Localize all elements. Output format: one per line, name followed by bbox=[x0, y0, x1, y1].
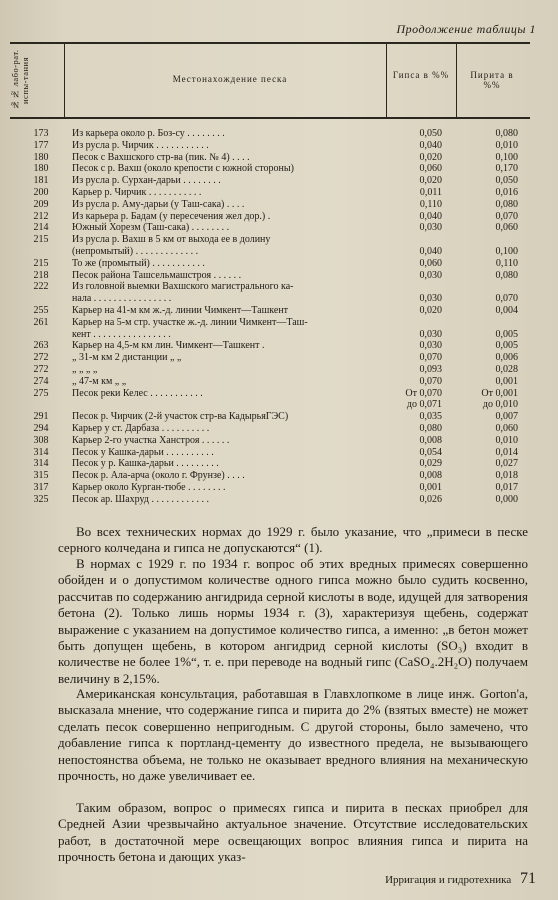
row-gypsum: 0,011 bbox=[419, 187, 442, 198]
row-location: нала . . . . . . . . . . . . . . . . bbox=[72, 293, 172, 305]
table-row bbox=[0, 199, 558, 210]
row-location: „ 47-м км „ „ bbox=[72, 375, 127, 387]
table-row bbox=[0, 447, 558, 458]
row-pyrite: 0,170 bbox=[495, 163, 518, 175]
page-number: 71 bbox=[520, 870, 536, 887]
page-footer bbox=[385, 870, 536, 888]
row-pyrite: 0,007 bbox=[495, 411, 518, 423]
row-location: Из головной выемки Вахшского магистрального ка- bbox=[72, 281, 294, 293]
row-gypsum: 0,030 bbox=[419, 328, 442, 340]
row-location: Песок у р. Кашка-дарьи . . . . . . . . . bbox=[72, 458, 219, 470]
row-number: 214 bbox=[33, 222, 49, 234]
table-row bbox=[0, 163, 558, 174]
row-pyrite: 0,010 bbox=[495, 139, 518, 151]
row-location: Южный Хорезм (Таш-сака) . . . . . . . . bbox=[72, 222, 230, 234]
row-pyrite: 0,027 bbox=[495, 458, 518, 470]
row-number: 272 bbox=[33, 352, 49, 364]
row-number: 200 bbox=[33, 187, 49, 198]
row-pyrite: 0,005 bbox=[495, 340, 518, 352]
paragraph-4: Таким образом, вопрос о примесях гипса и пирита в песках приобрел для Средней Азии чрезвычайно актуальное значение. Отсутствие исследовательских работ, в достаточной мере освещающих вопрос влияния гипса и пирита на прочность бетона и дающих указ- bbox=[58, 800, 528, 865]
table-row bbox=[0, 281, 558, 292]
row-number: 314 bbox=[33, 446, 49, 458]
table-col-divider-2 bbox=[386, 42, 387, 118]
row-gypsum: 0,040 bbox=[419, 246, 442, 257]
row-number: 261 bbox=[33, 316, 49, 328]
row-number: 325 bbox=[33, 493, 49, 505]
paragraph-3: Американская консультация, работавшая в Главхлопкоме в лице инж. Gorton'а, высказала мнение, что содержание гипса и пирита до 2% (взятых вместе) не может сделать песок совершенно непригодным. С другой стороны, было замечено, что добавление гипса к портланд-цементу до известного предела, не вызывающего непостоянства объема, не только не оказывает вредного влияния на механическую прочность, но даже увеличивает ее. bbox=[58, 686, 528, 784]
row-gypsum: 0,001 bbox=[419, 482, 442, 493]
row-gypsum: 0,035 bbox=[419, 411, 442, 423]
table-row bbox=[0, 329, 558, 340]
row-number: 263 bbox=[33, 340, 49, 352]
row-number: 272 bbox=[33, 364, 49, 375]
row-location: Из карьера около р. Боз-су . . . . . . . . bbox=[72, 128, 225, 139]
row-pyrite: 0,006 bbox=[495, 352, 518, 364]
row-location: „ „ „ „ bbox=[72, 364, 98, 375]
row-location: Карьер на 4,5-м км лин. Чимкент—Ташкент . bbox=[72, 340, 265, 352]
paragraph-1: Во всех технических нормах до 1929 г. было указание, что „примеси в песке серного колчедана и гипса не допускаются“ (1). bbox=[58, 524, 528, 556]
row-gypsum: 0,030 bbox=[419, 340, 442, 352]
header-pyrite: Пирита в %% bbox=[470, 70, 514, 90]
table-row bbox=[0, 376, 558, 387]
row-pyrite: 0,070 bbox=[495, 210, 518, 222]
row-gypsum: 0,050 bbox=[419, 128, 442, 139]
row-number: 215 bbox=[33, 257, 49, 269]
row-location: Карьер р. Чирчик . . . . . . . . . . . bbox=[72, 187, 202, 198]
row-number: 291 bbox=[33, 411, 49, 423]
row-pyrite: 0,017 bbox=[495, 482, 518, 493]
row-gypsum: 0,026 bbox=[419, 493, 442, 505]
row-pyrite: 0,100 bbox=[495, 151, 518, 163]
journal-name: Ирригация и гидротехника bbox=[385, 874, 512, 886]
table-row bbox=[0, 246, 558, 257]
row-gypsum: до 0,071 bbox=[406, 399, 442, 411]
row-gypsum: 0,029 bbox=[419, 458, 442, 470]
table-row bbox=[0, 140, 558, 151]
row-location: Песок реки Келес . . . . . . . . . . . bbox=[72, 387, 203, 399]
row-number: 177 bbox=[33, 139, 49, 151]
row-location: Песок района Ташсельмашстроя . . . . . . bbox=[72, 269, 242, 281]
row-number: 181 bbox=[33, 175, 49, 187]
row-gypsum: 0,020 bbox=[419, 151, 442, 163]
row-location: Из русла р. Чирчик . . . . . . . . . . . bbox=[72, 139, 209, 151]
row-pyrite: 0,010 bbox=[495, 434, 518, 446]
row-pyrite: 0,100 bbox=[495, 246, 518, 257]
row-number: 255 bbox=[33, 305, 49, 316]
table-row bbox=[0, 293, 558, 304]
row-location: Песок р. Ала-арча (около г. Фрунзе) . . . . bbox=[72, 470, 245, 482]
table-row bbox=[0, 317, 558, 328]
row-pyrite: 0,028 bbox=[495, 364, 518, 375]
table-row bbox=[0, 211, 558, 222]
row-gypsum: 0,110 bbox=[419, 198, 442, 210]
row-gypsum: От 0,070 bbox=[405, 387, 442, 399]
row-location: Песок ар. Шахруд . . . . . . . . . . . . bbox=[72, 493, 209, 505]
row-pyrite: 0,000 bbox=[495, 493, 518, 505]
table-row bbox=[0, 423, 558, 434]
table-row bbox=[0, 270, 558, 281]
row-gypsum: 0,060 bbox=[419, 163, 442, 175]
row-pyrite: 0,005 bbox=[495, 328, 518, 340]
row-pyrite: до 0,010 bbox=[482, 399, 518, 411]
table-row bbox=[0, 399, 558, 410]
row-number: 314 bbox=[33, 458, 49, 470]
table-row bbox=[0, 152, 558, 163]
row-gypsum: 0,070 bbox=[419, 375, 442, 387]
row-pyrite: 0,014 bbox=[495, 446, 518, 458]
table-row bbox=[0, 222, 558, 233]
row-pyrite: 0,050 bbox=[495, 175, 518, 187]
row-gypsum: 0,020 bbox=[419, 305, 442, 316]
row-location: Карьер 2-го участка Ханстроя . . . . . . bbox=[72, 434, 230, 446]
row-number: 212 bbox=[33, 210, 49, 222]
row-location: Карьер около Курган-тюбе . . . . . . . . bbox=[72, 482, 226, 493]
table-row bbox=[0, 258, 558, 269]
row-pyrite: 0,080 bbox=[495, 128, 518, 139]
row-pyrite: 0,110 bbox=[495, 257, 518, 269]
row-number: 209 bbox=[33, 198, 49, 210]
row-number: 215 bbox=[33, 234, 49, 246]
row-pyrite: 0,004 bbox=[495, 305, 518, 316]
table-row bbox=[0, 435, 558, 446]
row-gypsum: 0,080 bbox=[419, 423, 442, 434]
header-location: Местонахождение песка bbox=[172, 74, 288, 84]
header-gypsum: Гипса в %% bbox=[392, 70, 450, 80]
row-location: Песок у Кашка-дарьи . . . . . . . . . . bbox=[72, 446, 214, 458]
row-location: Песок р. Чирчик (2-й участок стр-ва КадырьяГЭС) bbox=[72, 411, 289, 423]
table-row bbox=[0, 494, 558, 505]
row-gypsum: 0,008 bbox=[419, 470, 442, 482]
row-location: Из русла р. Сурхан-дарьи . . . . . . . . bbox=[72, 175, 221, 187]
row-location: (непромытый) . . . . . . . . . . . . . bbox=[72, 246, 199, 257]
table-row bbox=[0, 458, 558, 469]
table-col-divider-3 bbox=[456, 42, 457, 118]
table-row bbox=[0, 411, 558, 422]
row-gypsum: 0,008 bbox=[419, 434, 442, 446]
row-number: 308 bbox=[33, 434, 49, 446]
table-row bbox=[0, 175, 558, 186]
row-number: 180 bbox=[33, 151, 49, 163]
row-pyrite: 0,060 bbox=[495, 423, 518, 434]
table-row bbox=[0, 388, 558, 399]
row-gypsum: 0,020 bbox=[419, 175, 442, 187]
row-number: 315 bbox=[33, 470, 49, 482]
row-location: Из карьера р. Бадам (у пересечения жел дор.) . bbox=[72, 210, 271, 222]
table-row bbox=[0, 187, 558, 198]
row-pyrite: 0,060 bbox=[495, 222, 518, 234]
table-header-bottom-rule bbox=[10, 117, 530, 119]
row-gypsum: 0,030 bbox=[419, 269, 442, 281]
row-pyrite: 0,018 bbox=[495, 470, 518, 482]
table-row bbox=[0, 340, 558, 351]
header-number: №№ лабо-рат. испы-тания bbox=[10, 49, 30, 111]
row-number: 180 bbox=[33, 163, 49, 175]
row-location: „ 31-м км 2 дистанции „ „ bbox=[72, 352, 182, 364]
row-location: Из русла р. Вахш в 5 км от выхода ее в долину bbox=[72, 234, 271, 246]
row-location: кент . . . . . . . . . . . . . . . . bbox=[72, 328, 171, 340]
row-pyrite: 0,080 bbox=[495, 269, 518, 281]
row-pyrite: От 0,001 bbox=[481, 387, 518, 399]
row-number: 218 bbox=[33, 269, 49, 281]
paragraph-2: В нормах с 1929 г. по 1934 г. вопрос об этих вредных примесях совершенно обойден и о допустимом количестве одного гипса можно было судить косвенно, рассчитав по содержанию ангидрида серной кислоты в воде, идущей для затворения бетона (2). Только лишь нормы 1934 г. (3), характеризуя щебень, содержат выражение с указанием на допустимое количество гипса, а именно: „в бетон может быть допущен щебень, в котором ангидрид серной кислоты (SO₃) входит в количестве не более 1%“, т. е. при переводе на водный гипс (CaSO₄.2H₂O) получаем величину в 2,15%. bbox=[58, 556, 528, 686]
row-location: Карьер на 5-м стр. участке ж.-д. линии Чимкент—Таш- bbox=[72, 316, 308, 328]
row-number: 274 bbox=[33, 375, 49, 387]
row-gypsum: 0,054 bbox=[419, 446, 442, 458]
row-pyrite: 0,016 bbox=[495, 187, 518, 198]
row-location: Карьер на 41-м км ж.-д. линии Чимкент—Ташкент bbox=[72, 305, 289, 316]
row-gypsum: 0,070 bbox=[419, 352, 442, 364]
row-number: 294 bbox=[33, 423, 49, 434]
row-number: 222 bbox=[33, 281, 49, 293]
table-row bbox=[0, 364, 558, 375]
row-pyrite: 0,001 bbox=[495, 375, 518, 387]
row-gypsum: 0,030 bbox=[419, 222, 442, 234]
table-row bbox=[0, 352, 558, 363]
continuation-title: Продолжение таблицы 1 bbox=[396, 22, 536, 36]
table-row bbox=[0, 128, 558, 139]
row-number: 173 bbox=[33, 128, 49, 139]
row-gypsum: 0,060 bbox=[419, 257, 442, 269]
table-row bbox=[0, 234, 558, 245]
table-top-rule bbox=[10, 42, 530, 44]
row-number: 275 bbox=[33, 387, 49, 399]
row-number: 317 bbox=[33, 482, 49, 493]
row-location: То же (промытый) . . . . . . . . . . . bbox=[72, 257, 205, 269]
row-pyrite: 0,070 bbox=[495, 293, 518, 305]
row-location: Песок с р. Вахш (около крепости с южной стороны) bbox=[72, 163, 294, 175]
table-row bbox=[0, 482, 558, 493]
row-location: Из русла р. Аму-дарьи (у Таш-сака) . . . . bbox=[72, 198, 245, 210]
row-gypsum: 0,093 bbox=[419, 364, 442, 375]
row-location: Карьер у ст. Дарбаза . . . . . . . . . . bbox=[72, 423, 210, 434]
row-gypsum: 0,040 bbox=[419, 139, 442, 151]
table-row bbox=[0, 470, 558, 481]
row-pyrite: 0,080 bbox=[495, 198, 518, 210]
table-row bbox=[0, 305, 558, 316]
row-gypsum: 0,040 bbox=[419, 210, 442, 222]
row-location: Песок с Вахшского стр-ва (пик. № 4) . . . . bbox=[72, 151, 250, 163]
row-gypsum: 0,030 bbox=[419, 293, 442, 305]
